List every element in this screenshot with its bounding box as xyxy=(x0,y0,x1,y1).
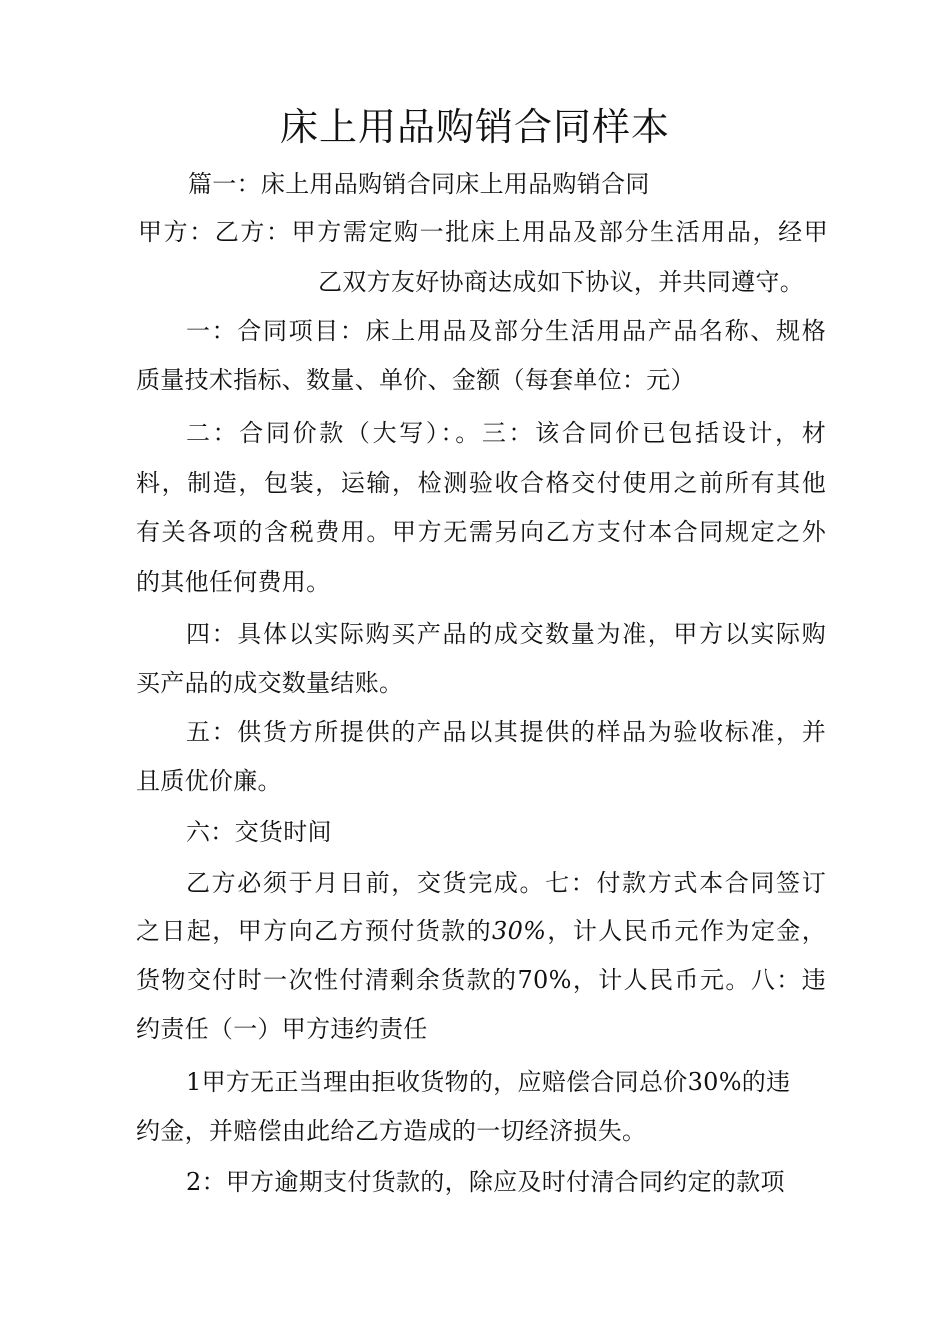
text-line: 五：供货方所提供的产品以其提供的样品为验收标准，并 xyxy=(186,718,826,746)
text-segment: ，计人民币元作为定金， xyxy=(546,917,826,945)
text-line: 1甲方无正当理由拒收货物的，应赔偿合同总价30%的违 xyxy=(186,1068,791,1096)
text-line: 四：具体以实际购买产品的成交数量为准，甲方以实际购 xyxy=(186,620,826,648)
page-title: 床上用品购销合同样本 xyxy=(279,105,670,149)
text-line: 且质优价廉。 xyxy=(136,767,282,795)
text-line: 一：合同项目：床上用品及部分生活用品产品名称、规格 xyxy=(186,317,826,345)
text-line: 六：交货时间 xyxy=(186,818,332,846)
text-line: 料，制造，包装，运输，检测验收合格交付使用之前所有其他 xyxy=(136,469,826,497)
text-line: 二：合同价款（大写）：。三：该合同价已包括设计，材 xyxy=(186,419,826,447)
text-line: 货物交付时一次性付清剩余货款的70%，计人民币元。八：违 xyxy=(136,966,826,994)
text-line: 有关各项的含税费用。甲方无需另向乙方支付本合同规定之外 xyxy=(136,518,826,546)
text-line: 的其他任何费用。 xyxy=(136,568,331,596)
text-line-with-italic xyxy=(136,914,826,948)
italic-percent: 30% xyxy=(492,917,547,945)
text-line: 2：甲方逾期支付货款的，除应及时付清合同约定的款项 xyxy=(186,1168,785,1196)
text-line: 篇一：床上用品购销合同床上用品购销合同 xyxy=(188,170,650,198)
text-line: 约金，并赔偿由此给乙方造成的一切经济损失。 xyxy=(136,1117,647,1145)
text-line: 约责任（一）甲方违约责任 xyxy=(136,1015,428,1043)
text-line: 质量技术指标、数量、单价、金额（每套单位：元） xyxy=(136,366,695,394)
text-line: 甲方：乙方：甲方需定购一批床上用品及部分生活用品，经甲 xyxy=(138,218,828,246)
text-line: 买产品的成交数量结账。 xyxy=(136,669,404,697)
text-segment: 之日起，甲方向乙方预付货款的 xyxy=(136,917,493,945)
text-line: 乙双方友好协商达成如下协议，并共同遵守。 xyxy=(318,268,804,296)
text-line: 乙方必须于月日前，交货完成。七：付款方式本合同签订 xyxy=(186,869,826,897)
